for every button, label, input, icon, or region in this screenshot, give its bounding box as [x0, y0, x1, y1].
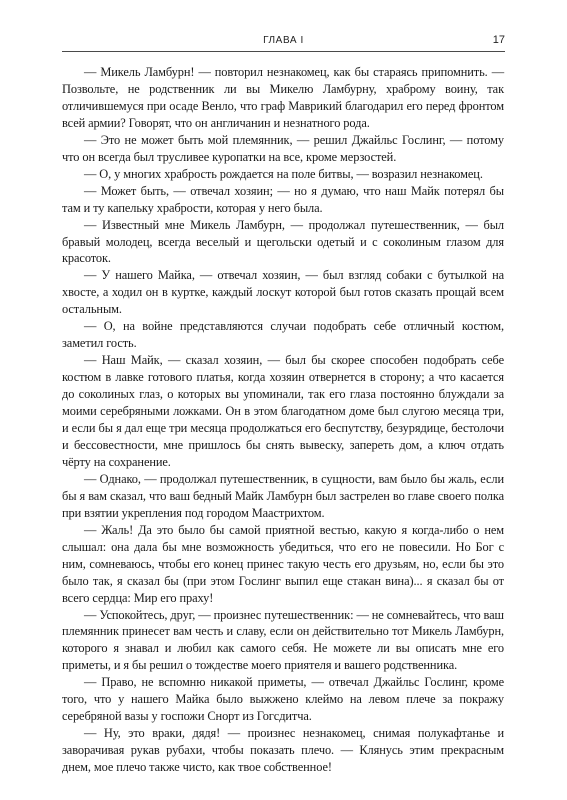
paragraph: — Может быть, — отвечал хозяин; — но я думаю, что наш Майк потерял бы там и ту капельку храбрости, которая у него была. — [62, 183, 504, 215]
paragraph: — Ну, это враки, дядя! — произнес незнакомец, снимая полукафтанье и заворачивая рукав рубахи, чтобы показать плечо. — Клянусь этим прекрасным днем, мое плечо также чисто, как твое собственное! — [62, 726, 504, 775]
paragraph: — Право, не вспомню никакой приметы, — отвечал Джайльс Гослинг, кроме того, что у нашего Майка было выжжено клеймо на левом плече за покражу серебряной вазы у госпожи Снорт из Гогсдитча. — [62, 675, 504, 724]
paragraph: — Однако, — продолжал путешественник, в сущности, вам было бы жаль, если бы я вам сказал, что ваш бедный Майк Ламбурн был застрелен во главе своего полка при взятии укрепления под городом Маастрихтом. — [62, 471, 504, 520]
paragraph: — Успокойтесь, друг, — произнес путешественник: — не сомневайтесь, что ваш племянник принесет вам честь и славу, если он действительно тот Микель Ламбурн, которого я знавал и любил как самого себя. Не можете ли вы описать мне его приметы, и я бы решил о тождестве моего приятеля и вашего родственника. — [62, 607, 504, 673]
paragraph: — У нашего Майка, — отвечал хозяин, — был взгляд собаки с бутылкой на хвосте, а ходил он в куртке, каждый лоскут которой был готов сказать прощай всем остальным. — [62, 268, 504, 317]
paragraph: — О, у многих храбрость рождается на поле битвы, — возразил незнакомец. — [84, 166, 483, 181]
text-body — [62, 64, 504, 776]
paragraph: — Известный мне Микель Ламбурн, — продолжал путешественник, — был бравый молодец, всегда веселый и щегольски одетый и с соколиным глазом для красоток. — [62, 217, 504, 266]
paragraph: — О, на войне представляются случаи подобрать себе отличный костюм, заметил гость. — [62, 319, 504, 351]
paragraph: — Это не может быть мой племянник, — решил Джайльс Гослинг, — потому что он всегда был трусливее куропатки на все, кроме мерзостей. — [62, 132, 504, 164]
paragraph: — Наш Майк, — сказал хозяин, — был бы скорее способен подобрать себе костюм в лавке готового платья, когда хозяин отвернется в сторону; а что касается до соколиных глаз, о которых вы упоминали, так его глаза постоянно блуждали за моими серебряными ложками. Он в этом благодатном доме был слугою месяца три, и если бы я дал еще три месяца продолжаться его беспутству, безурядице, бестолочи и бессовестности, мне пришлось бы снять вывеску, запереть дом, а ключ отдать чёрту на сохранение. — [62, 353, 504, 469]
running-header — [62, 33, 505, 52]
chapter-title: ГЛАВА I — [263, 35, 304, 46]
paragraph: — Микель Ламбурн! — повторил незнакомец, как бы стараясь припомнить. — Позвольте, не родственник ли вы Микелю Ламбурну, храброму воину, так отличившемуся при осаде Венло, что граф Маврикий благодарил его перед фронтом всей армии? Говорят, что он англичанин и незнатного рода. — [62, 65, 504, 130]
paragraph: — Жаль! Да это было бы самой приятной вестью, какую я когда-либо о нем слышал: она дала бы мне возможность убедиться, что его не повесили. Но Бог с ним, сомневаюсь, чтобы его конец принес такую честь его друзьям, но, если бы это было так, я сказал бы (при этом Гослинг выпил еще стакан вина)... я сказал бы от всего сердца: Мир его праху! — [62, 522, 504, 605]
page-number: 17 — [492, 34, 505, 46]
